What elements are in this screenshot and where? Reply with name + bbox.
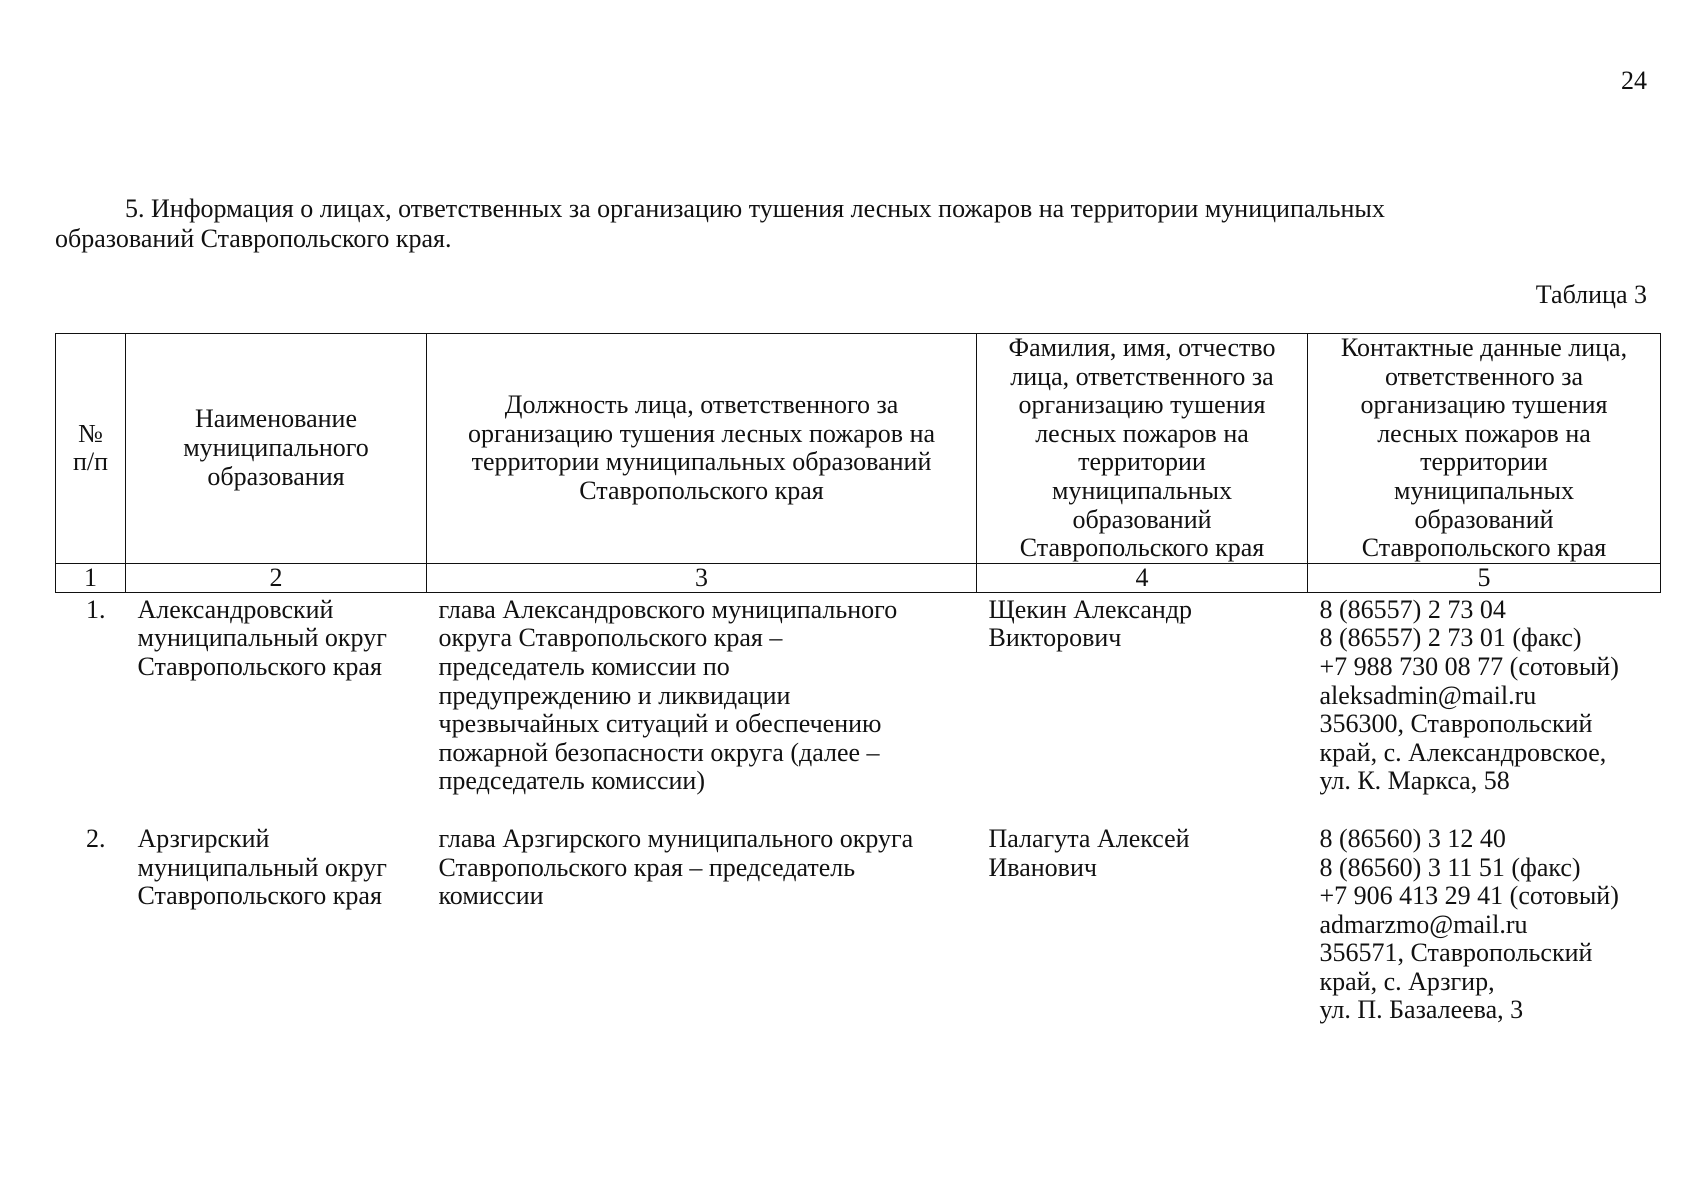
full-name-cell: Палагута Алексей Иванович (988, 823, 1190, 882)
municipality-cell: Александровский муниципальный округ Ставропольского края (137, 594, 387, 681)
header-position: Должность лица, ответственного за организацию тушения лесных пожаров на территории муниципальных образований Ставропольского края (427, 334, 977, 564)
table-row (56, 592, 1661, 825)
municipality-cell: Арзгирский муниципальный округ Ставропольского края (137, 823, 387, 911)
column-number: 3 (427, 563, 977, 592)
column-number: 4 (977, 563, 1308, 592)
table-header-row (56, 334, 1661, 564)
header-full-name: Фамилия, имя, отчество лица, ответственного за организацию тушения лесных пожаров на территории муниципальных образований Ставропольского края (977, 334, 1308, 564)
section-intro (55, 194, 1645, 254)
responsible-persons-table (55, 333, 1661, 1025)
email-address: admarzmo@mail.ru (1319, 909, 1528, 939)
row-number: 2. (86, 823, 106, 853)
email-address: aleksadmin@mail.ru (1319, 680, 1537, 710)
header-number: № п/п (56, 334, 126, 564)
page-number: 24 (1621, 66, 1647, 95)
column-number: 1 (56, 563, 126, 592)
header-municipality: Наименование муниципального образования (126, 334, 427, 564)
table-row (56, 825, 1661, 1025)
position-cell: глава Арзгирского муниципального округа Ставропольского края – председатель комиссии (438, 823, 914, 911)
table-caption: Таблица 3 (1535, 280, 1647, 309)
column-number: 5 (1308, 563, 1661, 592)
column-number: 2 (126, 563, 427, 592)
contacts-cell: 8 (86560) 3 12 40 8 (86560) 3 11 51 (факс) +7 906 413 29 41 (сотовый) admarzmo@mail.ru 356571, Ставропольский край, с. Арзгир, ул. П. Базалеева, 3 (1308, 825, 1661, 1025)
full-name-cell: Щекин Александр Викторович (988, 594, 1193, 653)
header-contacts: Контактные данные лица, ответственного за организацию тушения лесных пожаров на территории муниципальных образований Ставропольского края (1308, 334, 1661, 564)
row-number: 1. (86, 594, 106, 624)
position-cell: глава Александровского муниципального округа Ставропольского края – председатель комиссии по предупреждению и ликвидации чрезвычайных ситуаций и обеспечению пожарной безопасности округа (далее – председатель комиссии) (438, 594, 898, 796)
intro-line-2: образований Ставропольского края. (55, 224, 452, 253)
intro-line-1: 5. Информация о лицах, ответственных за организацию тушения лесных пожаров на территории муниципальных (125, 194, 1385, 223)
contacts-cell: 8 (86557) 2 73 04 8 (86557) 2 73 01 (факс) +7 988 730 08 77 (сотовый) aleksadmin@mail.ru 356300, Ставропольский край, с. Александровское, ул. К. Маркса, 58 (1308, 592, 1661, 825)
column-number-row (56, 563, 1661, 592)
